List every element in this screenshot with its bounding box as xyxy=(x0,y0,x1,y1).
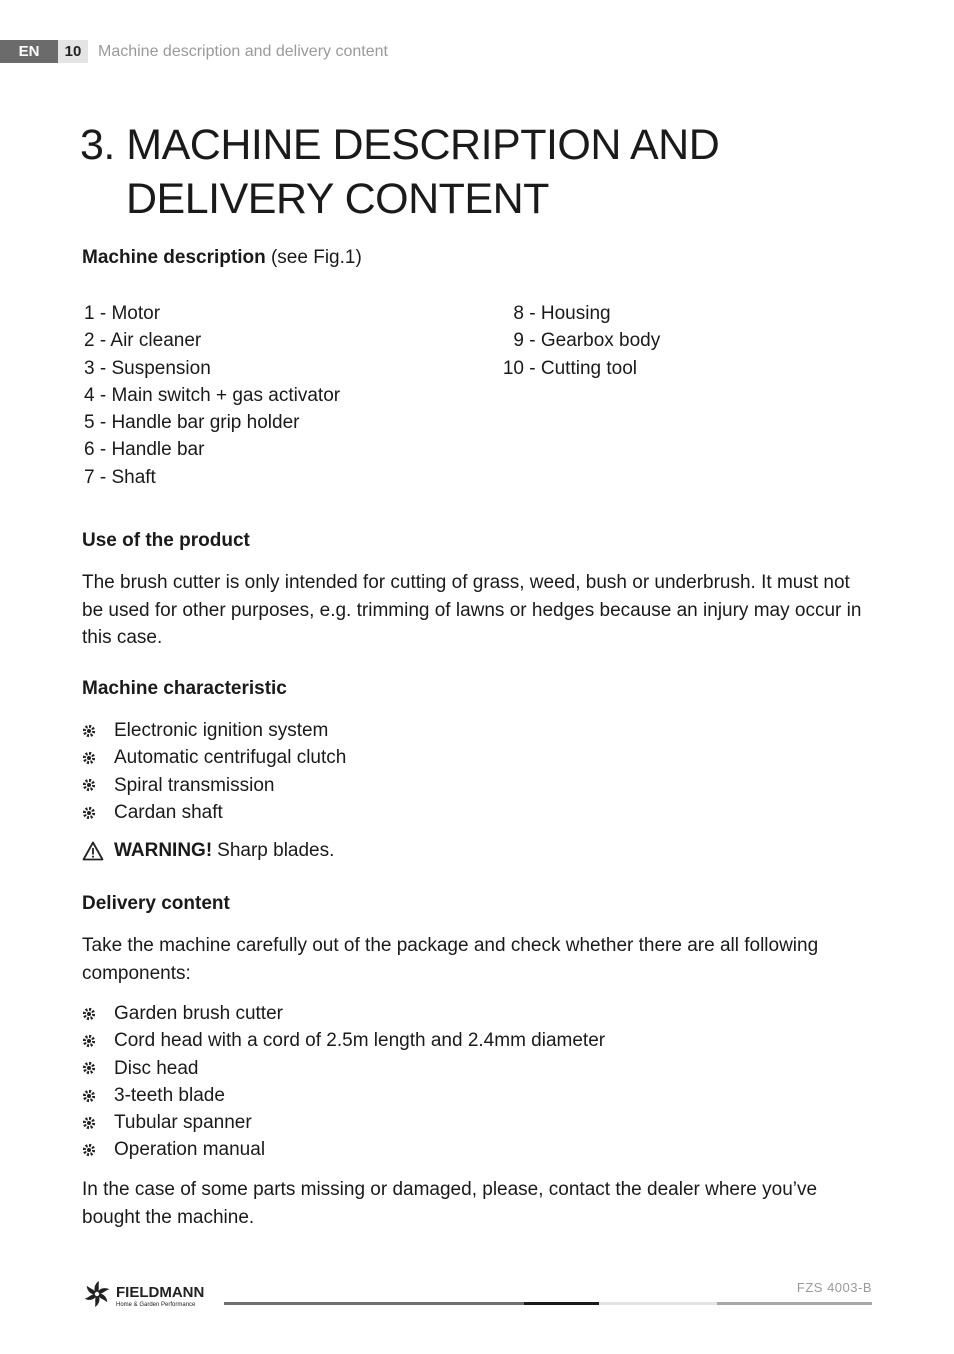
gear-bullet-icon xyxy=(82,1143,96,1157)
warning-triangle-icon xyxy=(82,841,104,861)
warning-note xyxy=(82,840,334,862)
brand-tagline: Home & Garden Performance xyxy=(116,1302,196,1308)
delivery-list xyxy=(82,1000,605,1164)
gear-bullet-icon xyxy=(82,1116,96,1130)
list-item: Cardan shaft xyxy=(82,799,346,826)
footer-rule-segment xyxy=(224,1302,524,1305)
characteristic-list xyxy=(82,717,346,826)
list-item: Automatic centrifugal clutch xyxy=(82,744,346,771)
list-item: Disc head xyxy=(82,1055,605,1082)
delivery-heading: Delivery content xyxy=(82,893,230,914)
gear-bullet-icon xyxy=(82,1089,96,1103)
part-item: 4 - Main switch + gas activator xyxy=(84,384,341,406)
part-item: 3 - Suspension xyxy=(84,357,211,379)
characteristic-heading: Machine characteristic xyxy=(82,678,287,699)
gear-bullet-icon xyxy=(82,1061,96,1075)
fan-logo-icon xyxy=(85,1281,110,1307)
brand-name: FIELDMANN xyxy=(116,1284,205,1301)
machine-description-heading: Machine description (see Fig.1) xyxy=(82,247,362,268)
footer-rule-segment xyxy=(524,1302,599,1305)
header-section-title: Machine description and delivery content xyxy=(98,42,388,60)
model-number: FZS 4003-B xyxy=(796,1280,872,1295)
title-line-2: DELIVERY CONTENT xyxy=(126,175,549,223)
gear-bullet-icon xyxy=(82,751,96,765)
page-title xyxy=(80,118,719,226)
gear-bullet-icon xyxy=(82,778,96,792)
use-heading: Use of the product xyxy=(82,530,250,551)
list-item: Operation manual xyxy=(82,1136,605,1163)
use-paragraph: The brush cutter is only intended for cutting of grass, weed, bush or underbrush. It must not be used for other purposes, e.g. trimming of lawns or hedges because an injury may occur in this case. xyxy=(82,572,862,648)
part-item: 6 - Handle bar xyxy=(84,439,205,461)
gear-bullet-icon xyxy=(82,1007,96,1021)
list-item: Tubular spanner xyxy=(82,1109,605,1136)
part-item: 1 - Motor xyxy=(84,303,161,324)
delivery-outro: In the case of some parts missing or damaged, please, contact the dealer where you’ve bought the machine. xyxy=(82,1179,818,1228)
part-item: 5 - Handle bar grip holder xyxy=(84,412,300,434)
gear-bullet-icon xyxy=(82,1034,96,1048)
part-item: 2 - Air cleaner xyxy=(84,330,202,352)
list-item: Spiral transmission xyxy=(82,772,346,799)
list-item: Electronic ignition system xyxy=(82,717,346,744)
part-item: 10 - Cutting tool xyxy=(502,357,638,379)
warning-label: WARNING! xyxy=(114,840,213,861)
gear-bullet-icon xyxy=(82,806,96,820)
page-number: 10 xyxy=(58,40,88,63)
footer-rule-segment xyxy=(717,1302,872,1305)
part-item: 7 - Shaft xyxy=(84,466,156,488)
figure-reference: (see Fig.1) xyxy=(270,247,362,268)
parts-list-left xyxy=(84,300,340,491)
footer-rule-segment xyxy=(599,1302,717,1305)
warning-text: Sharp blades. xyxy=(217,840,335,861)
list-item: Cord head with a cord of 2.5m length and 2.4mm diameter xyxy=(82,1027,605,1054)
gear-bullet-icon xyxy=(82,724,96,738)
page-header xyxy=(0,40,388,63)
delivery-intro: Take the machine carefully out of the package and check whether there are all following components: xyxy=(82,935,819,984)
title-line-1: 3. MACHINE DESCRIPTION AND xyxy=(80,121,720,169)
list-item: Garden brush cutter xyxy=(82,1000,605,1027)
parts-list-right xyxy=(502,300,660,382)
list-item: 3-teeth blade xyxy=(82,1082,605,1109)
part-item: 8 - Housing xyxy=(513,303,611,324)
fieldmann-logo xyxy=(82,1277,222,1313)
language-tab: EN xyxy=(0,40,58,63)
part-item: 9 - Gearbox body xyxy=(513,330,661,352)
